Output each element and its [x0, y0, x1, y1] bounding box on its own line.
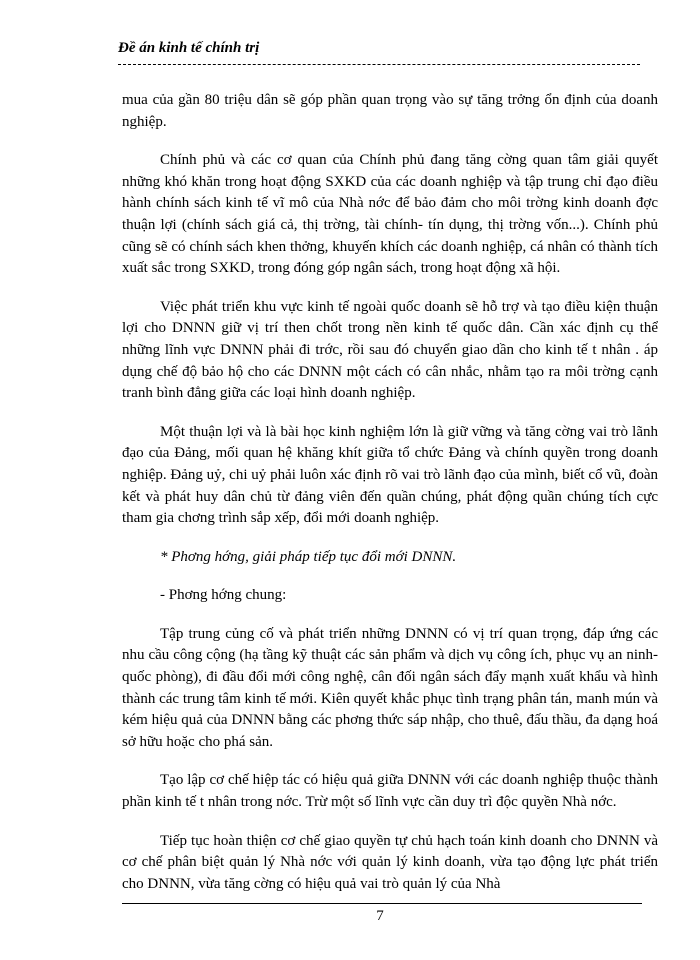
paragraph: Một thuận lợi và là bài học kinh nghiệm lớn là giữ vững và tăng cờng vai trò lãnh đạo của Đảng, mối quan hệ khăng khít giữa tổ chức Đảng và chính quyền trong doanh nghiệp. Đảng uỷ, chi uỷ phải luôn xác định rõ vai trò lãnh đạo của mình, biết cổ vũ, đoàn kết và phát huy dân chủ từ đảng viên đến quần chúng, phát động quần chúng tích cực tham gia chơng trình sắp xếp, đổi mới doanh nghiệp. [122, 423, 658, 527]
document-body [122, 90, 658, 912]
paragraph: Tập trung củng cố và phát triển những DNNN có vị trí quan trọng, đáp ứng các nhu cầu công cộng (hạ tầng kỹ thuật các sản phẩm và dịch vụ công ích, phục vụ an ninh- quốc phòng), đi đầu đổi mới công nghệ, cân đối ngân sách đẩy mạnh xuất khẩu và hình thành các trung tâm kinh tế mới. Kiên quyết khắc phục tình trạng phân tán, manh mún và kém hiệu quả của DNNN bằng các phơng thức sáp nhập, cho thuê, đấu thầu, đa dạng hoá sở hữu hoặc cho phá sản. [122, 625, 658, 750]
page-number: 7 [376, 908, 384, 924]
subsection-heading: - Phơng hớng chung: [160, 587, 287, 604]
paragraph: Tạo lập cơ chế hiệp tác có hiệu quả giữa DNNN với các doanh nghiệp thuộc thành phần kinh tế t nhân trong nớc. Trừ một số lĩnh vực cần duy trì độc quyền Nhà nớc. [122, 772, 658, 811]
paragraph: Tiếp tục hoàn thiện cơ chế giao quyền tự chủ hạch toán kinh doanh cho DNNN và cơ chế phân biệt quản lý Nhà nớc với quản lý kinh doanh, vừa tạo động lực phát triển cho DNNN, vừa tăng cờng có hiệu quả vai trò quản lý của Nhà [122, 832, 658, 892]
paragraph: Chính phủ và các cơ quan của Chính phủ đang tăng cờng quan tâm giải quyết những khó khăn trong hoạt động SXKD của các doanh nghiệp và tập trung chỉ đạo điều hành chính sách kinh tế vĩ mô của Nhà nớc để bảo đảm cho môi trờng kinh doanh đợc thuận lợi (chính sách giá cả, thị trờng, tài chính- tín dụng, thị trờng vốn...). Chính phủ cũng sẽ có chính sách khen thởng, khuyến khích các doanh nghiệp, cá nhân có thành tích xuất sắc trong SXKD, trong đóng góp ngân sách, trong hoạt động xã hội. [122, 152, 658, 277]
footer-divider [122, 903, 642, 904]
section-heading: * Phơng hớng, giải pháp tiếp tục đổi mới DNNN. [160, 548, 457, 565]
paragraph: Việc phát triển khu vực kinh tế ngoài quốc doanh sẽ hỗ trợ và tạo điều kiện thuận lợi cho DNNN giữ vị trí then chốt trong nền kinh tế quốc dân. Cần xác định cụ thể những lĩnh vực DNNN phải đi trớc, rồi sau đó chuyển giao dần cho kinh tế t nhân . áp dụng chế độ bảo hộ cho các DNNN một cách có cân nhắc, nhằm tạo ra môi trờng cạnh tranh bình đẳng giữa các loại hình doanh nghiệp. [122, 298, 658, 402]
paragraph: mua của gần 80 triệu dân sẽ góp phần quan trọng vào sự tăng trởng ổn định của doanh nghiệp. [122, 92, 658, 130]
running-header: Đề án kinh tế chính trị [118, 40, 260, 56]
header-divider [118, 64, 640, 65]
